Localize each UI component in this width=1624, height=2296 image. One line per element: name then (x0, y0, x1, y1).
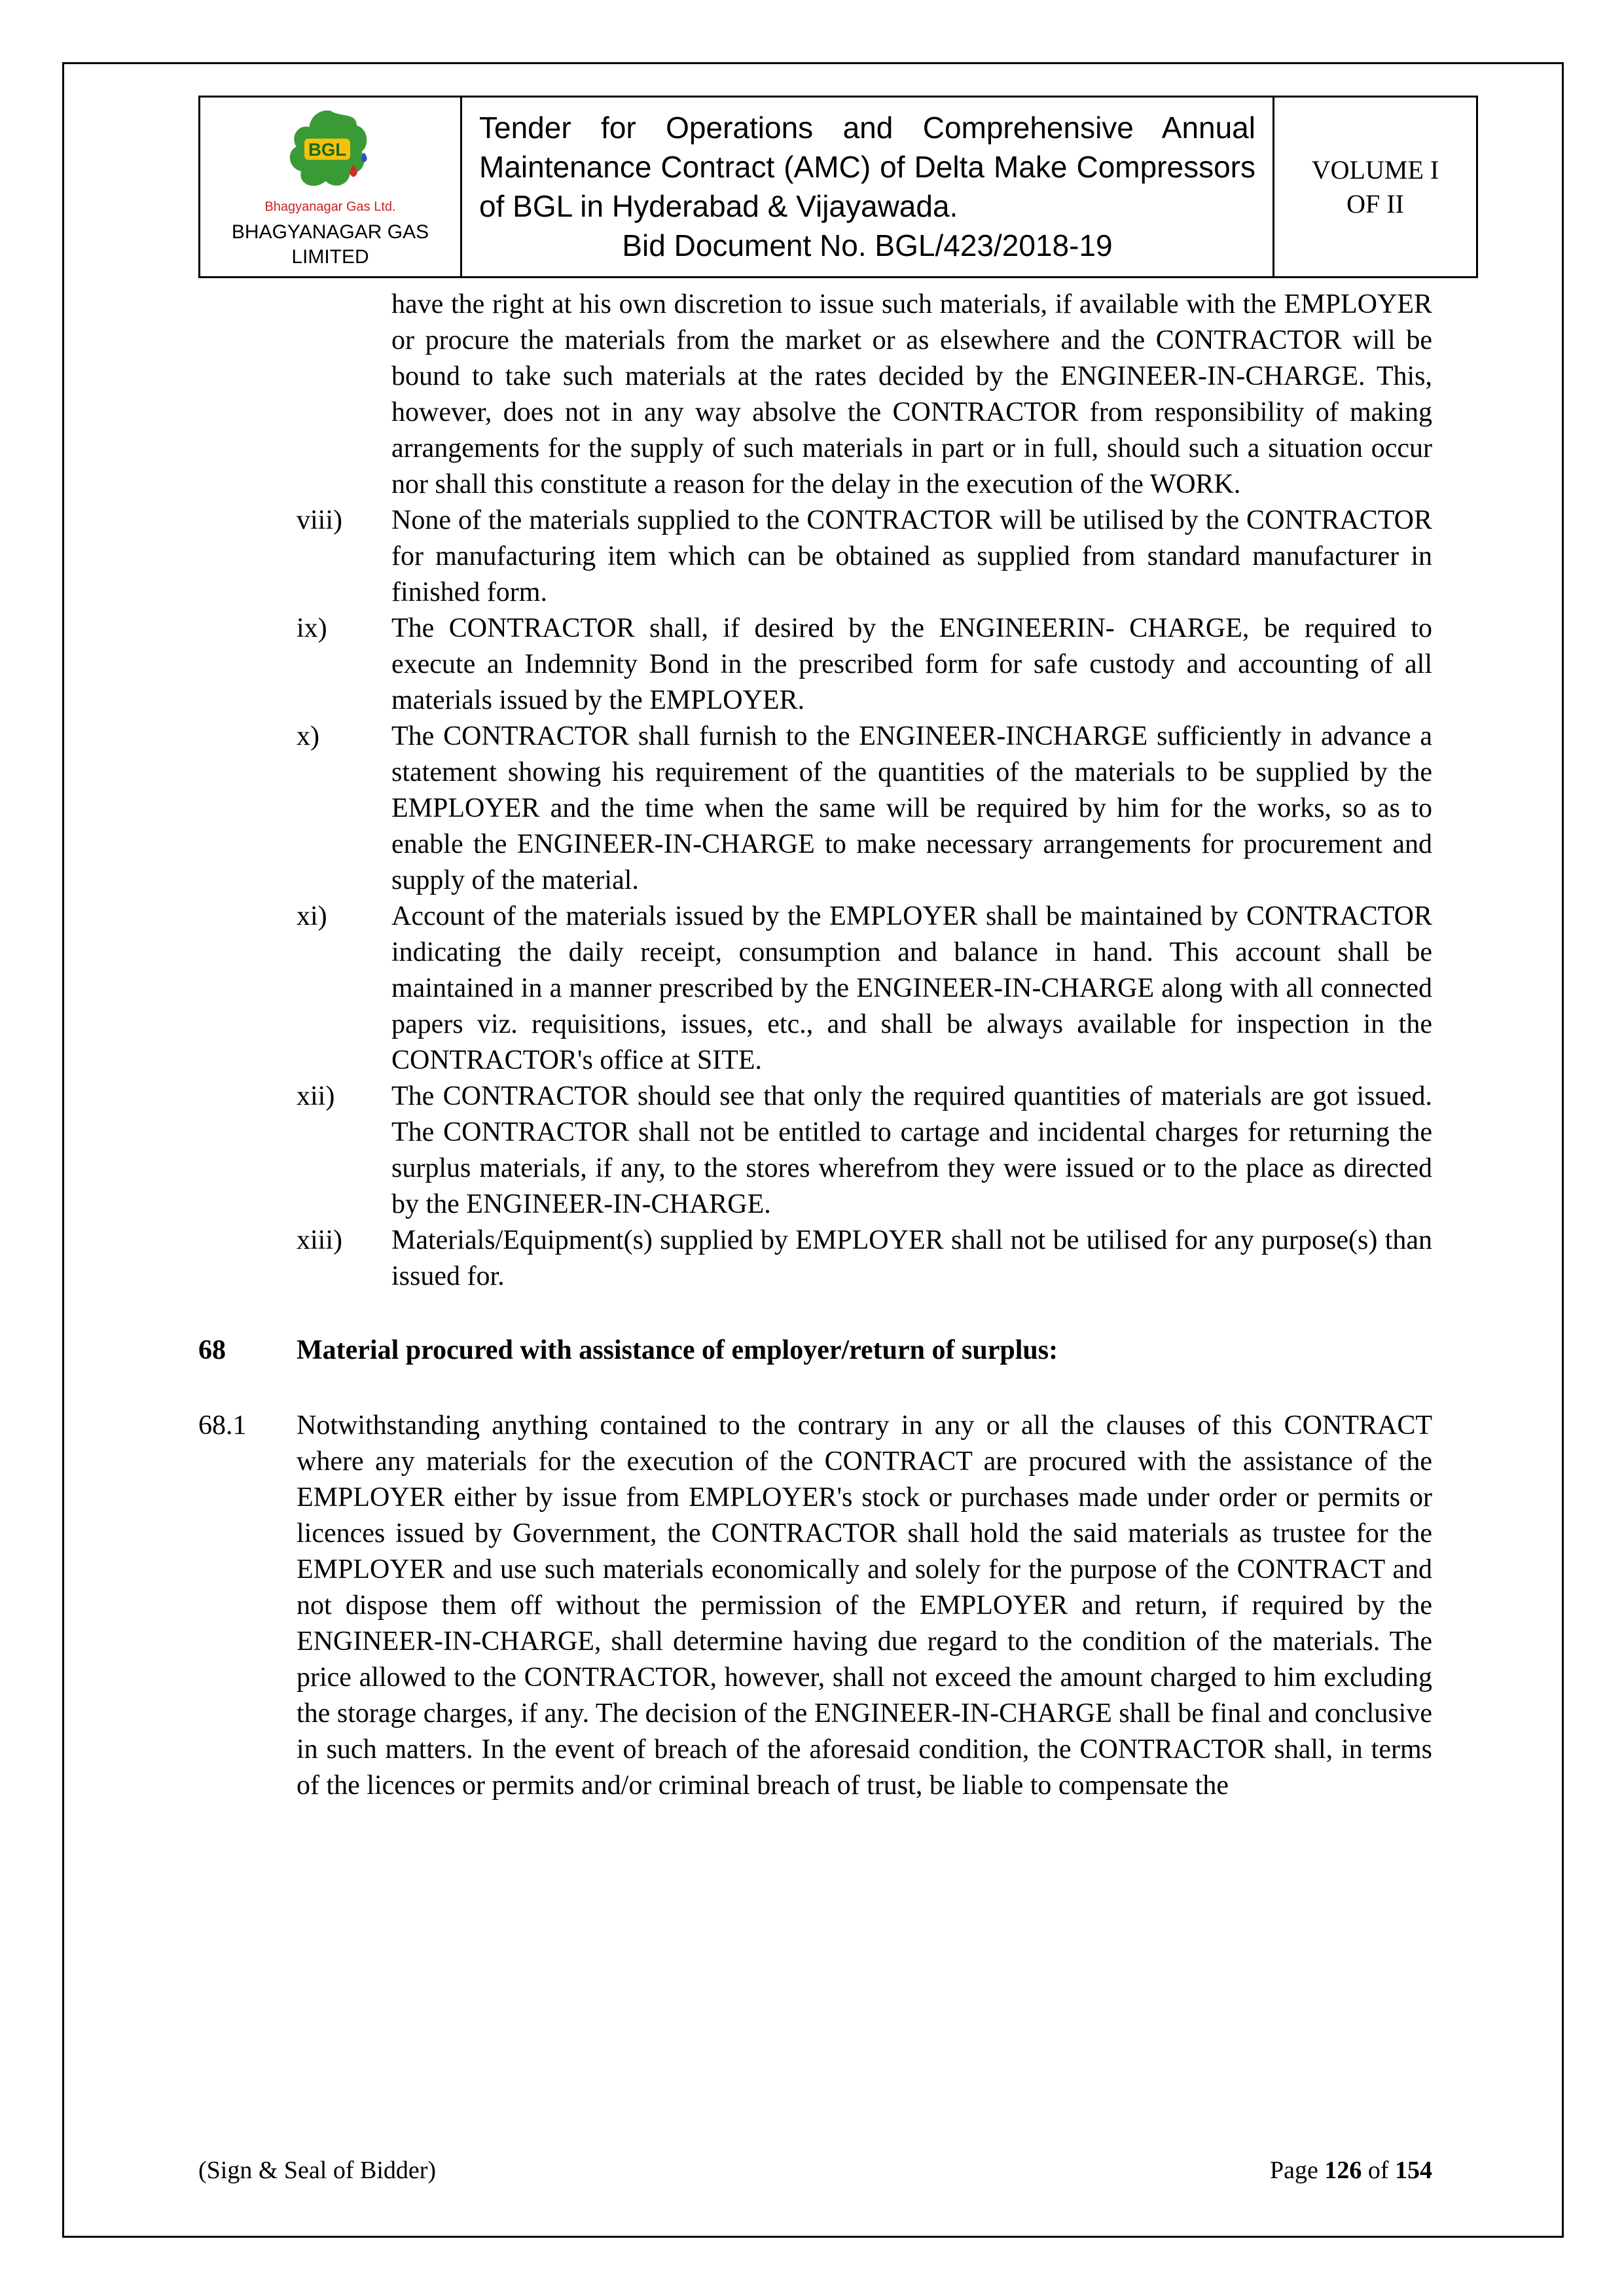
list-item-text: The CONTRACTOR shall furnish to the ENGINEER-INCHARGE sufficiently in advance a statement showing his requirement of the quantities of the materials to be supplied by the EMPLOYER and the time when the same will be required by him for the works, so as to enable the ENGINEER-IN-CHARGE to make necessary arrangements for procurement and supply of the material. (391, 721, 1432, 895)
list-item-ix (198, 611, 1432, 719)
logo-cell (200, 98, 462, 276)
list-item-text: Materials/Equipment(s) supplied by EMPLOYER shall not be utilised for any purpose(s) than issued for. (391, 1225, 1432, 1291)
document-footer (198, 2156, 1432, 2185)
company-name: BHAGYANAGAR GAS LIMITED (231, 221, 429, 268)
list-item-xiii (198, 1223, 1432, 1295)
svg-text:BGL: BGL (308, 139, 346, 160)
sign-seal-text: (Sign & Seal of Bidder) (198, 2157, 437, 2184)
list-item-xi (198, 899, 1432, 1079)
logo-subtext: Bhagyanagar Gas Ltd. (264, 200, 396, 214)
bgl-logo-icon (281, 107, 380, 198)
clause-text: Notwithstanding anything contained to the contrary in any or all the clauses of this CONTRACT where any materials for the execution of the CONTRACT are procured with the assistance of the EMPLOYER either by issue from EMPLOYER's stock or purchases made under order or permits or licences issued by Government, the CONTRACTOR shall hold the said materials as trustee for the EMPLOYER and use such materials economically and solely for the purpose of the CONTRACT and not dispose them off without the permission of the EMPLOYER and return, if required by the ENGINEER-IN-CHARGE, shall determine having due regard to the condition of the materials. The price allowed to the CONTRACTOR, however, shall not exceed the amount charged to him excluding the storage charges, if any. The decision of the ENGINEER-IN-CHARGE shall be final and conclusive in such matters. In the event of breach of the aforesaid condition, the CONTRACTOR shall, in terms of the licences or permits and/or criminal breach of trust, be liable to compensate the (297, 1410, 1432, 1801)
list-item-text: The CONTRACTOR should see that only the required quantities of materials are got issued. The CONTRACTOR shall not be entitled to cartage and incidental charges for returning the surplus materials, if any, to the stores wherefrom they were issued or to the place as directed by the ENGINEER-IN-CHARGE. (391, 1081, 1432, 1219)
page-word: Page (1269, 2157, 1318, 2184)
list-item-text: Account of the materials issued by the EMPLOYER shall be maintained by CONTRACTOR indicating the daily receipt, consumption and balance in hand. This account shall be maintained in a manner prescribed by the ENGINEER-IN-CHARGE along with all connected papers viz. requisitions, issues, etc., and shall be always available for inspection in the CONTRACTOR's office at SITE. (391, 901, 1432, 1075)
list-item-label: xiii) (297, 1225, 342, 1255)
volume-line-1: VOLUME I (1311, 154, 1439, 185)
volume-cell (1274, 98, 1476, 276)
clause-68-1 (198, 1408, 1432, 1804)
continuation-paragraph: have the right at his own discretion to issue such materials, if available with the EMPLOYER or procure the materials from the market or as elsewhere and the CONTRACTOR will be bound to take such materials at the rates decided by the ENGINEER-IN-CHARGE. This, however, does not in any way absolve the CONTRACTOR from responsibility of making arrangements for the supply of such materials in part or in full, should such a situation occur nor shall this constitute a reason for the delay in the execution of the WORK. (391, 289, 1432, 499)
page-current: 126 (1324, 2157, 1362, 2184)
page-border (62, 62, 1564, 2238)
section-number: 68 (198, 1335, 226, 1365)
page-number (1270, 2156, 1432, 2185)
section-title: Material procured with assistance of employer/return of surplus: (297, 1335, 1058, 1365)
list-item-label: xi) (297, 901, 327, 931)
section-68-heading (198, 1333, 1432, 1369)
bid-document-number: Bid Document No. BGL/423/2018-19 (622, 228, 1113, 262)
document-header (198, 96, 1478, 278)
list-item-x (198, 719, 1432, 899)
clause-number: 68.1 (198, 1410, 247, 1441)
list-item-label: xii) (297, 1081, 335, 1111)
volume-line-2: OF II (1346, 188, 1404, 219)
list-item-viii (198, 503, 1432, 611)
list-item-label: viii) (297, 505, 342, 535)
list-item-text: The CONTRACTOR shall, if desired by the ENGINEERIN- CHARGE, be required to execute an Indemnity Bond in the prescribed form for safe custody and accounting of all materials issued by the EMPLOYER. (391, 613, 1432, 715)
of-word: of (1367, 2157, 1389, 2184)
document-title: Tender for Operations and Comprehensive Annual Maintenance Contract (AMC) of Delta Make Compressors of BGL in Hyderabad & Vijayawada. (479, 111, 1255, 223)
page-total: 154 (1395, 2157, 1432, 2184)
document-body (198, 287, 1432, 1804)
list-item-xii (198, 1079, 1432, 1223)
list-item-label: ix) (297, 613, 327, 643)
title-cell (462, 98, 1274, 276)
list-item-label: x) (297, 721, 319, 751)
list-item-text: None of the materials supplied to the CONTRACTOR will be utilised by the CONTRACTOR for manufacturing item which can be obtained as supplied from standard manufacturer in finished form. (391, 505, 1432, 607)
